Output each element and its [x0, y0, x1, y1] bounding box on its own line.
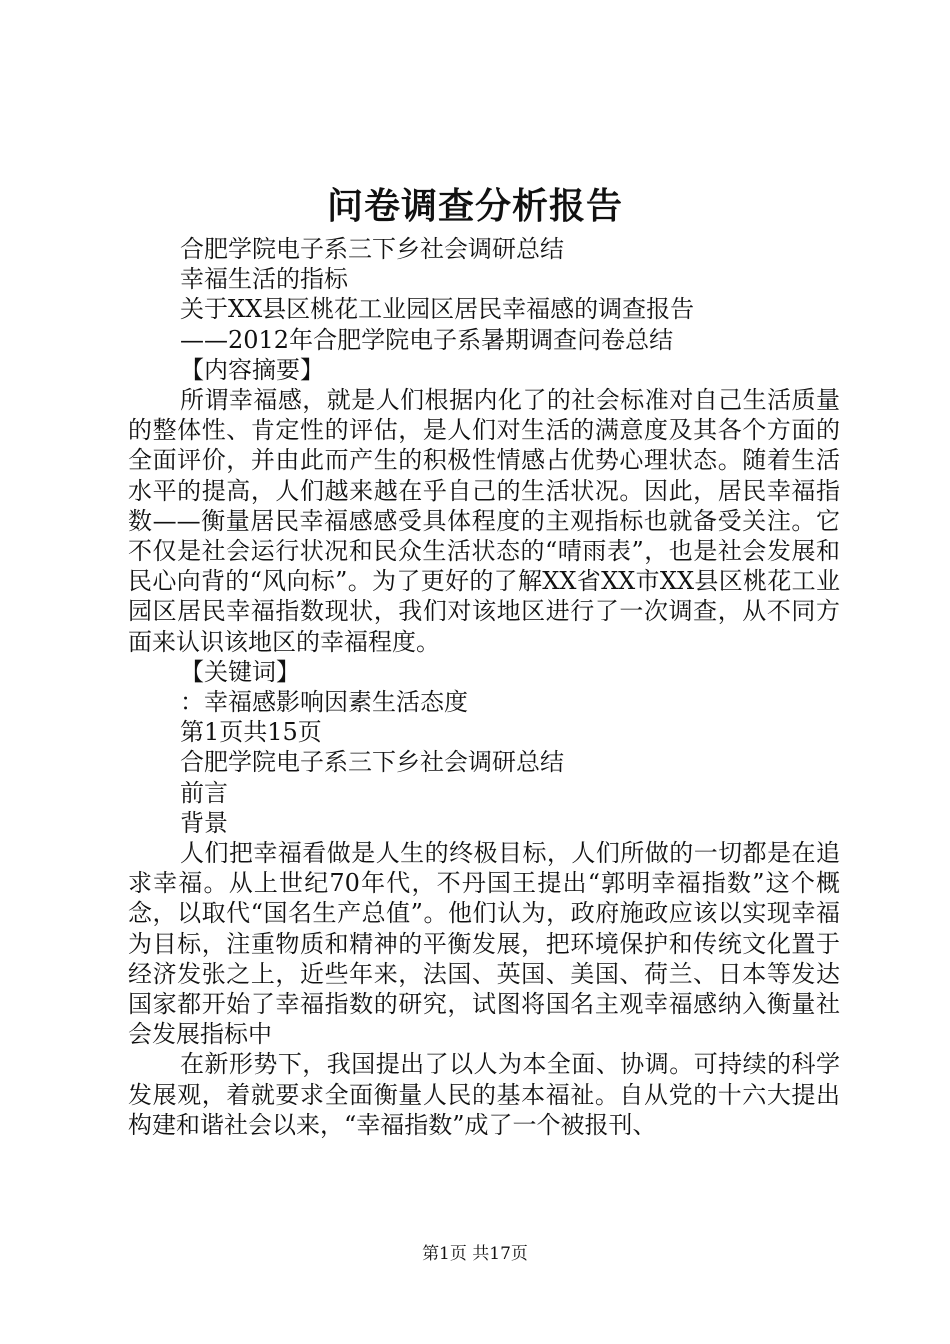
section-title: 合肥学院电子系三下乡社会调研总结	[180, 748, 564, 777]
keywords-label: 【关键词】	[180, 657, 300, 686]
body-paragraph: 人们把幸福看做是人生的终极目标，人们所做的一切都是在追求幸福。从上世纪70年代，不丹国王提出“郭明幸福指数”这个概念，以取代“国名生产总值”。他们认为，政府施政应该以实现幸福为目标，注重物质和精神的平衡发展，把环境保护和传统文化置于经济发张之上，近些年来，法国、英国、美国、荷兰、日本等发达国家都开始了幸福指数的研究，试图将国名主观幸福感纳入衡量社会发展指标中	[128, 839, 840, 1049]
background-label: 背景	[180, 808, 228, 837]
heading-line: 关于XX县区桃花工业园区居民幸福感的调查报告	[180, 295, 695, 324]
abstract-paragraph: 所谓幸福感，就是人们根据内化了的社会标准对自己生活质量的整体性、肯定性的评估，是人们对生活的满意度及其各个方面的全面评价，并由此而产生的积极性情感占优势心理状态。随着生活水平的提高，人们越来越在乎自己的生活状况。因此，居民幸福指数——衡量居民幸福感感受具体程度的主观指标也就备受关注。它不仅是社会运行状况和民众生活状态的“晴雨表”，也是社会发展和民心向背的“风向标”。为了更好的了解XX省XX市XX县区桃花工业园区居民幸福指数现状，我们对该地区进行了一次调查，从不同方面来认识该地区的幸福程度。	[128, 386, 840, 656]
page-footer: 第1页 共17页	[422, 1244, 528, 1264]
preface-label: 前言	[180, 778, 228, 807]
inner-page-marker: 第1页共15页	[180, 718, 322, 747]
body-paragraph: 在新形势下，我国提出了以人为本全面、协调。可持续的科学发展观，着就要求全面衡量人民的基本福祉。自从党的十六大提出构建和谐社会以来，“幸福指数”成了一个被报刊、	[128, 1050, 840, 1139]
heading-line: ——2012年合肥学院电子系暑期调查问卷总结	[180, 325, 674, 354]
heading-line: 合肥学院电子系三下乡社会调研总结	[180, 235, 564, 263]
document-body	[128, 234, 840, 1140]
heading-line: 幸福生活的指标	[180, 265, 348, 294]
abstract-label: 【内容摘要】	[180, 355, 324, 384]
keywords-text: ：幸福感影响因素生活态度	[180, 688, 468, 717]
document-title: 问卷调查分析报告	[326, 185, 623, 227]
